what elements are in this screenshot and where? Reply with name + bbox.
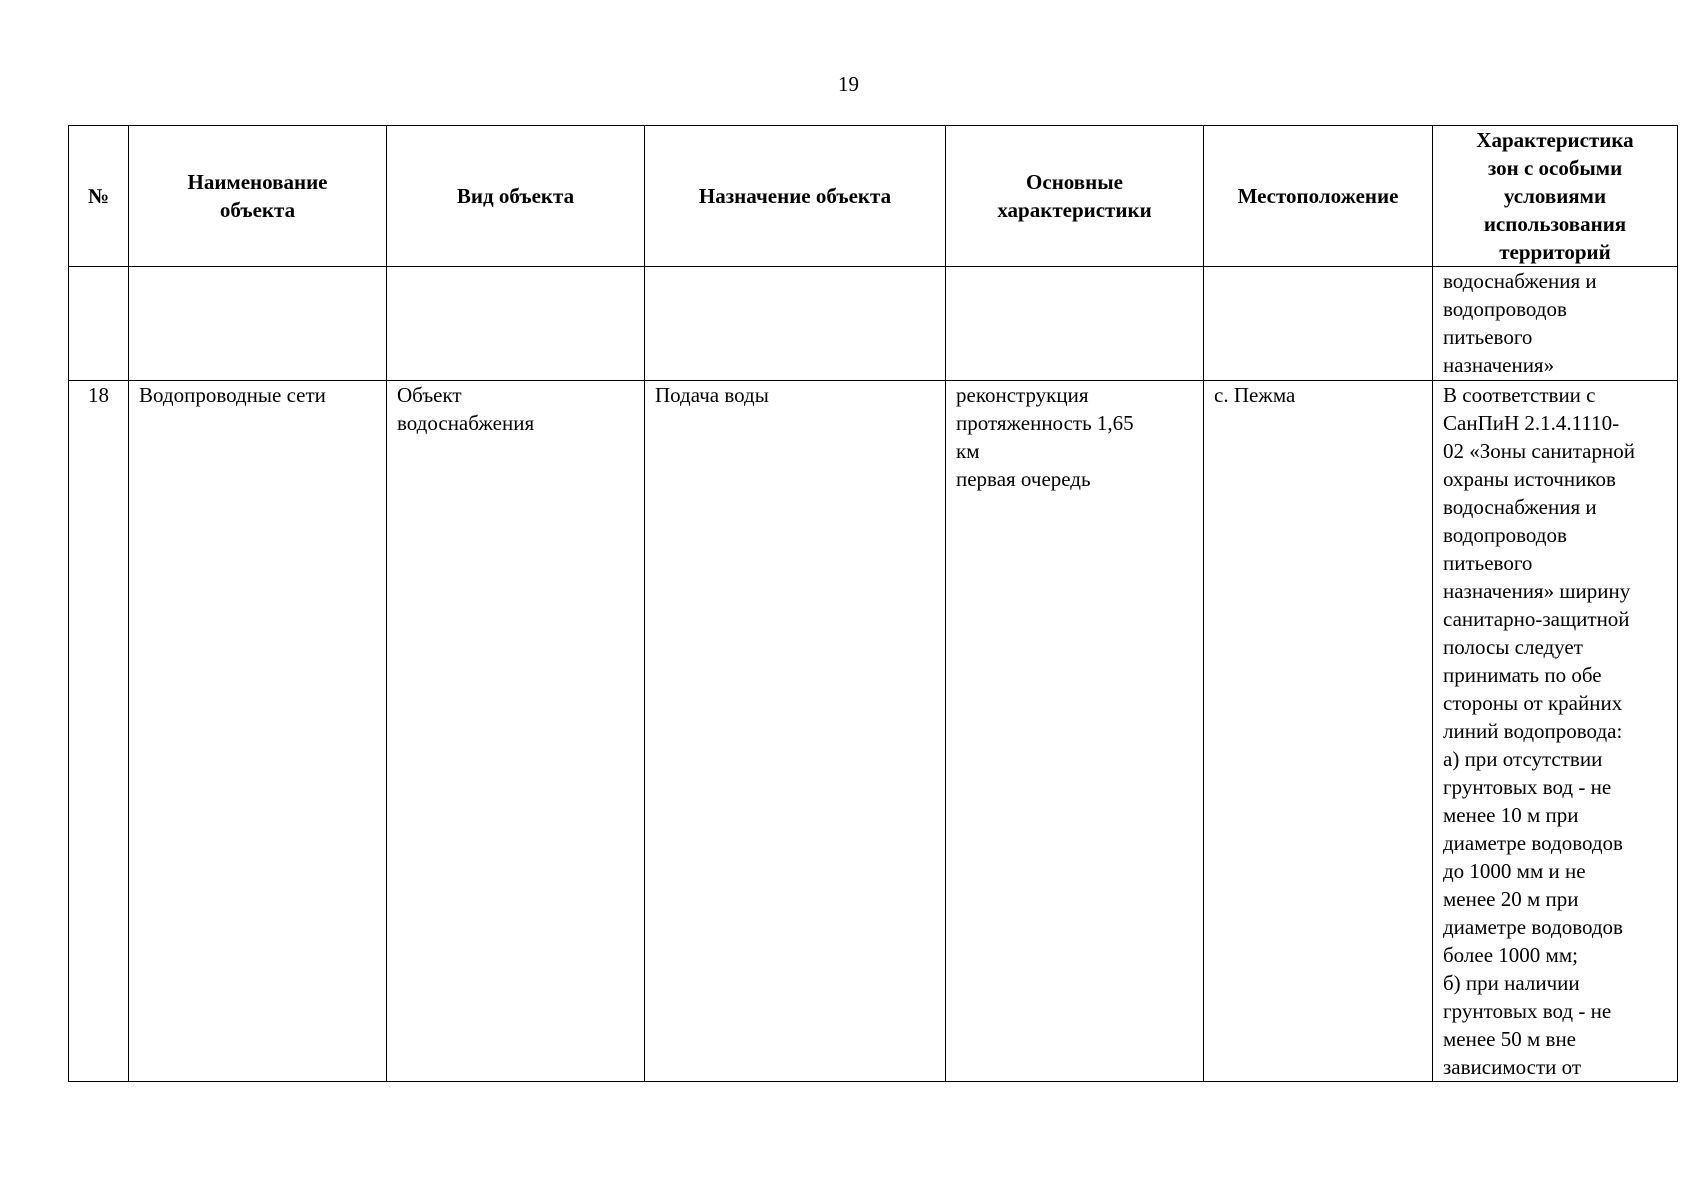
zones-line: водоснабжения и: [1443, 495, 1597, 519]
zones-line: питьевого: [1443, 325, 1533, 349]
zones-line: б) при наличии: [1443, 971, 1580, 995]
zones-line: назначения» ширину: [1443, 579, 1631, 603]
cell-purpose: Подача воды: [645, 381, 946, 1082]
zones-line: полосы следует: [1443, 635, 1583, 659]
zones-line: грунтовых вод - не: [1443, 999, 1612, 1023]
header-name-line: объекта: [219, 198, 296, 222]
table-header-row: [69, 126, 1678, 267]
main-line: реконструкция: [956, 383, 1089, 407]
zones-line: диаметре водоводов: [1443, 915, 1623, 939]
header-zones-line: территорий: [1499, 240, 1611, 264]
cell-type: [387, 267, 645, 381]
header-main: [946, 126, 1204, 267]
header-zones-line: Характеристика: [1476, 128, 1634, 152]
zones-line: В соответствии с: [1443, 383, 1596, 407]
cell-type: [387, 381, 645, 1082]
main-line: протяженность 1,65: [956, 411, 1134, 435]
header-purpose: Назначение объекта: [645, 126, 946, 267]
zones-line: назначения»: [1443, 353, 1555, 377]
cell-purpose: [645, 267, 946, 381]
zones-line: линий водопровода:: [1443, 719, 1623, 743]
cell-name: Водопроводные сети: [129, 381, 387, 1082]
main-line: км: [956, 439, 980, 463]
zones-line: грунтовых вод - не: [1443, 775, 1612, 799]
zones-line: охраны источников: [1443, 467, 1616, 491]
zones-line: водопроводов: [1443, 297, 1567, 321]
cell-zones: [1433, 267, 1678, 381]
zones-line: санитарно-защитной: [1443, 607, 1630, 631]
header-name-line: Наименование: [187, 170, 328, 194]
cell-zones: [1433, 381, 1678, 1082]
header-zones-line: зон с особыми: [1487, 156, 1623, 180]
header-location: Местоположение: [1204, 126, 1433, 267]
header-zones: [1433, 126, 1678, 267]
zones-line: стороны от крайних: [1443, 691, 1623, 715]
zones-line: зависимости от: [1443, 1055, 1582, 1079]
header-name: [129, 126, 387, 267]
table-row-continuation: [69, 267, 1678, 381]
header-main-line: Основные: [1026, 170, 1123, 194]
objects-table: [68, 125, 1678, 1082]
main-line: первая очередь: [956, 467, 1091, 491]
cell-num: [69, 267, 129, 381]
zones-line: менее 50 м вне: [1443, 1027, 1577, 1051]
zones-line: водоснабжения и: [1443, 269, 1597, 293]
zones-line: 02 «Зоны санитарной: [1443, 439, 1635, 463]
zones-line: менее 10 м при: [1443, 803, 1579, 827]
zones-line: СанПиН 2.1.4.1110-: [1443, 411, 1620, 435]
zones-line: принимать по обе: [1443, 663, 1602, 687]
type-line: Объект: [397, 383, 462, 407]
zones-line: водопроводов: [1443, 523, 1567, 547]
zones-line: более 1000 мм;: [1443, 943, 1578, 967]
zones-line: до 1000 мм и не: [1443, 859, 1586, 883]
zones-line: а) при отсутствии: [1443, 747, 1603, 771]
cell-main: [946, 381, 1204, 1082]
header-zones-line: условиями: [1503, 184, 1607, 208]
header-zones-line: использования: [1483, 212, 1627, 236]
cell-num: 18: [69, 381, 129, 1082]
cell-location: с. Пежма: [1204, 381, 1433, 1082]
table-row-18: [69, 381, 1678, 1082]
zones-line: менее 20 м при: [1443, 887, 1579, 911]
zones-line: диаметре водоводов: [1443, 831, 1623, 855]
header-num: №: [69, 126, 129, 267]
cell-main: [946, 267, 1204, 381]
cell-location: [1204, 267, 1433, 381]
page-number: 19: [838, 72, 859, 96]
header-type: Вид объекта: [387, 126, 645, 267]
type-line: водоснабжения: [397, 411, 535, 435]
cell-name: [129, 267, 387, 381]
header-main-line: характеристики: [997, 198, 1152, 222]
zones-line: питьевого: [1443, 551, 1533, 575]
